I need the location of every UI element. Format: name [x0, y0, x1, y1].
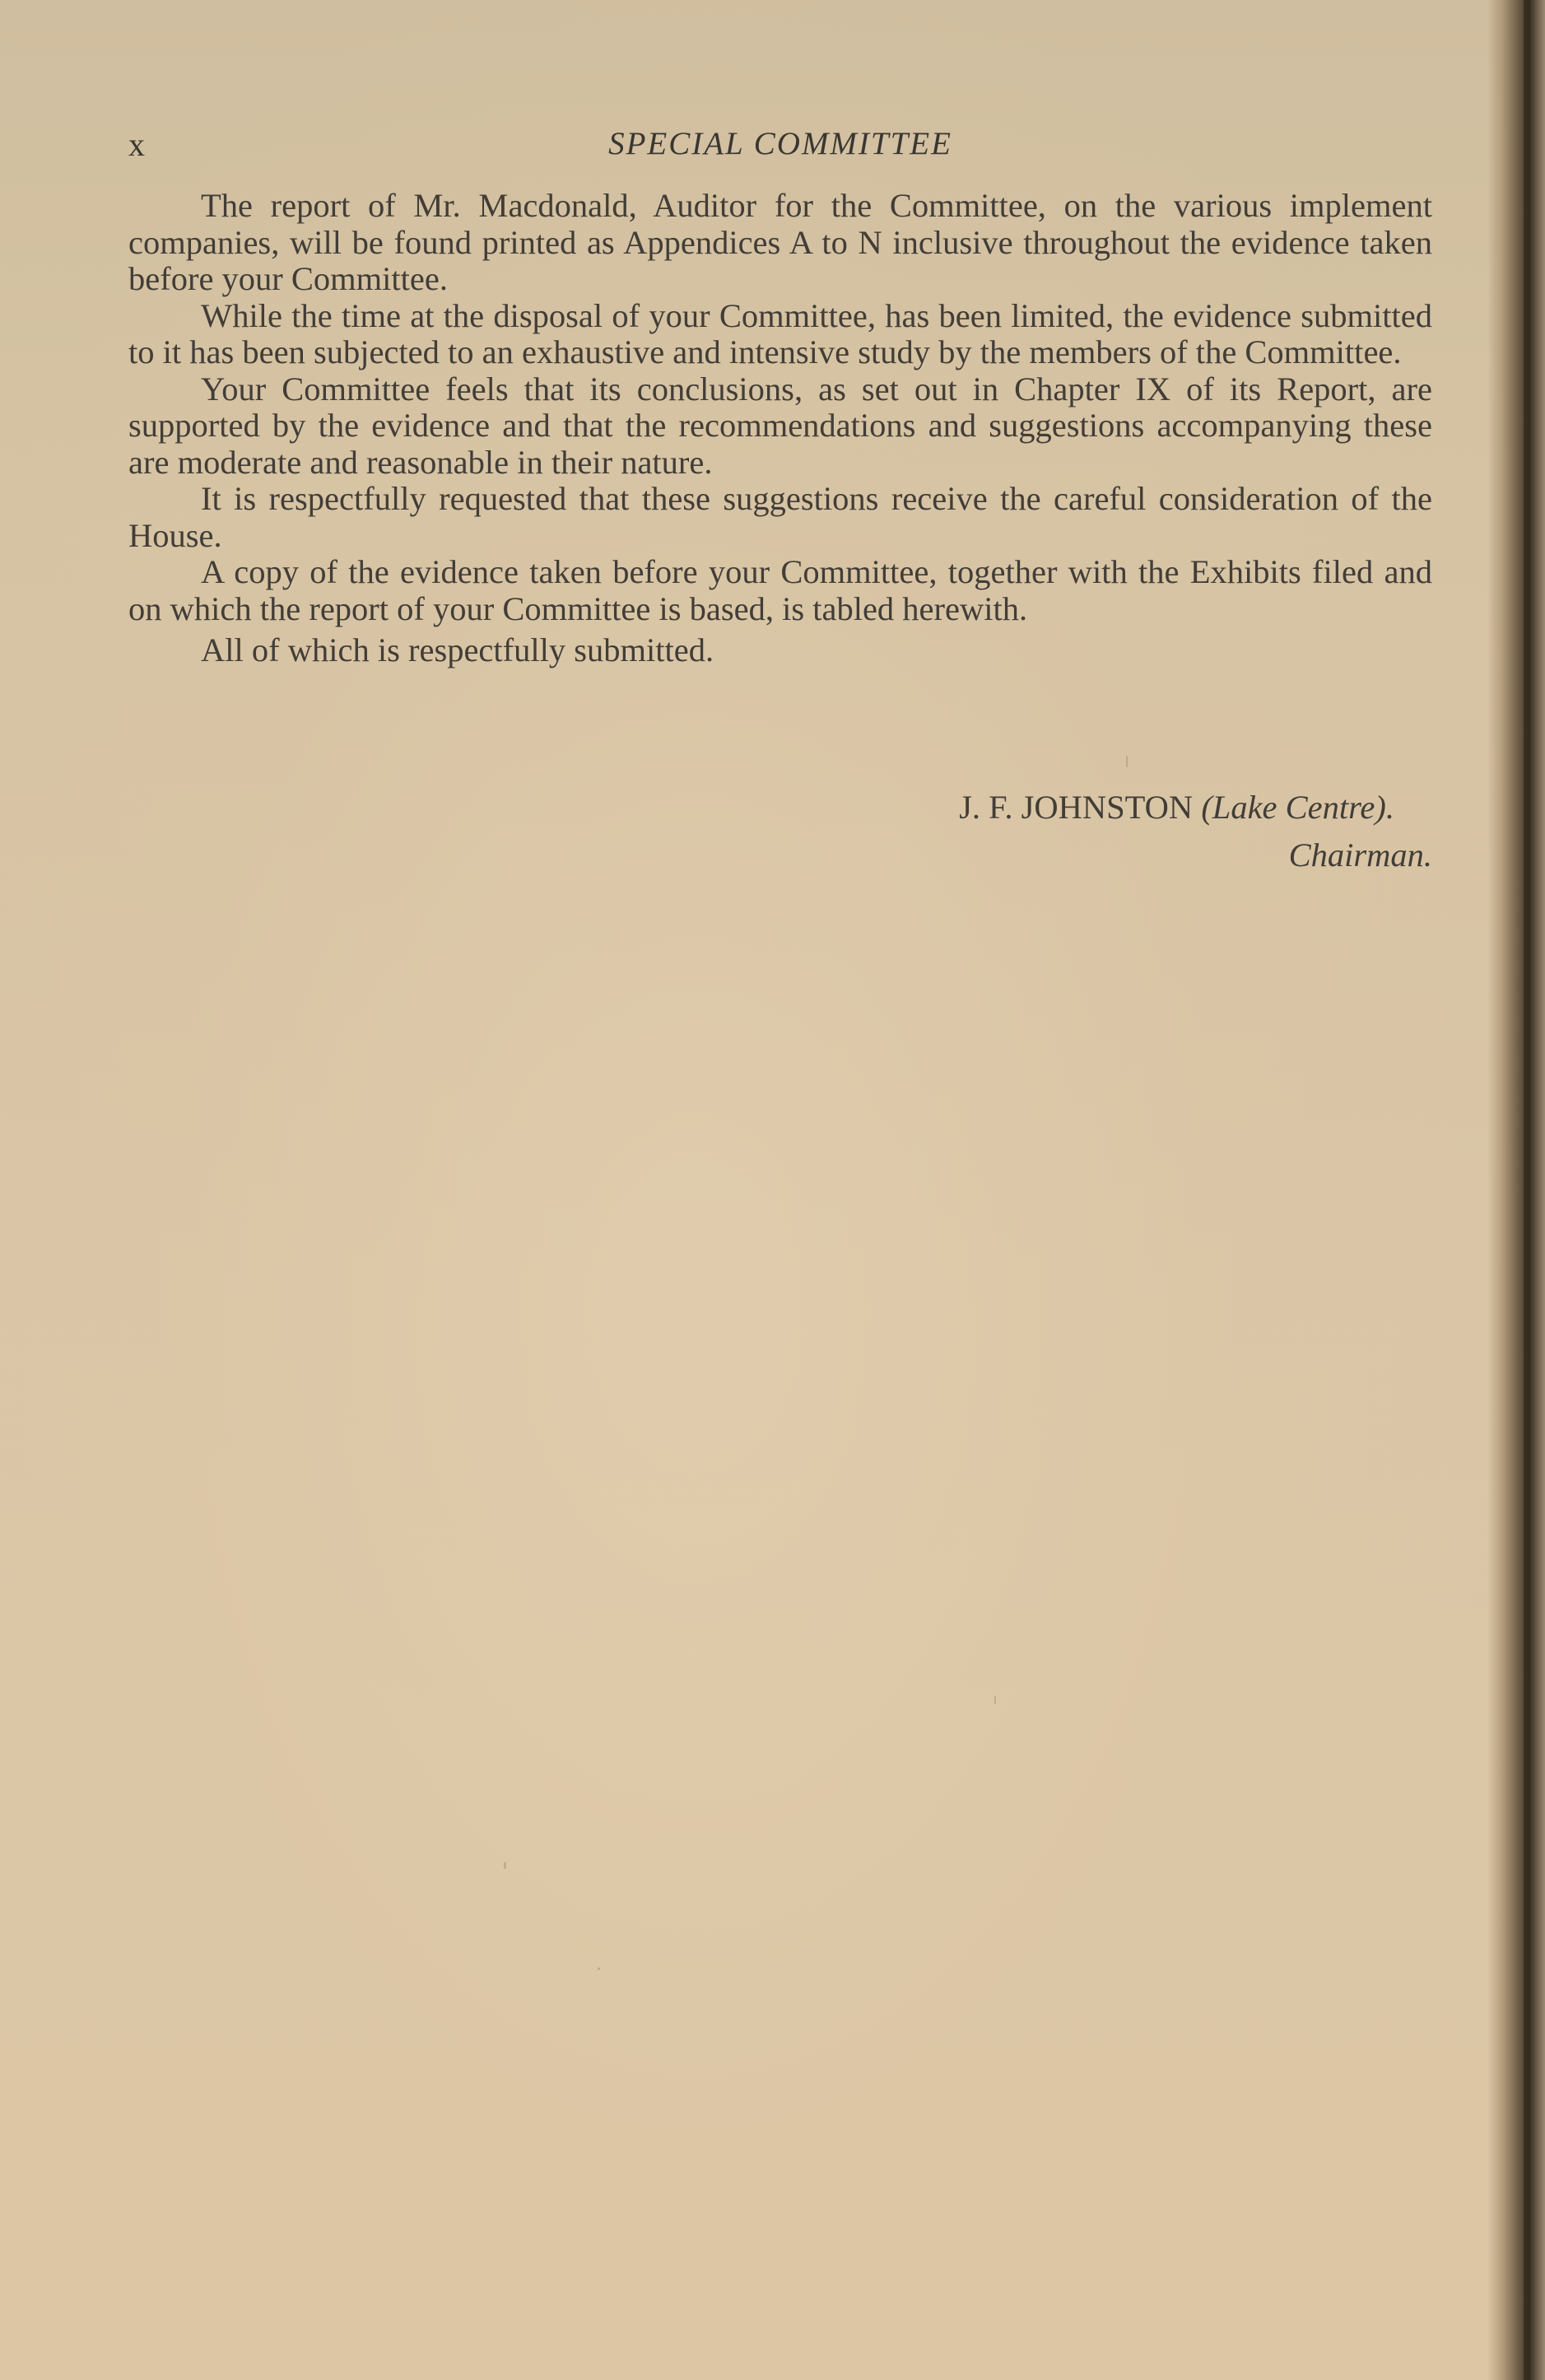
signature-line — [128, 784, 1432, 831]
paragraph-evidence-study: While the time at the disposal of your Committee, has been limited, the evidence submitted to it has been subjected to an exhaustive and intensive study by the members of the Committee. — [128, 296, 1432, 370]
running-head — [128, 125, 1432, 166]
signatory-title: Chairman. — [1288, 836, 1432, 873]
book-spine-shadow — [1487, 0, 1545, 2380]
book-spine-edge — [1524, 0, 1530, 2380]
paper-speck — [598, 1968, 600, 1970]
paper-speck — [1126, 756, 1128, 767]
paragraph-evidence-tabled: A copy of the evidence taken before your Committee, together with the Exhibits filed and on which the report of your Committee is based, is tabled herewith. — [128, 553, 1432, 627]
signature-block — [128, 784, 1432, 879]
paper-speck — [994, 1696, 996, 1704]
page-number: x — [128, 126, 146, 163]
paragraph-conclusions: Your Committee feels that its conclusions, as set out in Chapter IX of its Report, are supported by the evidence and that the recommendations and suggestions accompanying these are moderate and reasonable in their nature. — [128, 370, 1432, 481]
signatory-name: J. F. JOHNSTON — [959, 789, 1194, 826]
paragraph-submission: All of which is respectfully submitted. — [201, 631, 714, 668]
signatory-constituency: (Lake Centre). — [1201, 789, 1394, 826]
paper-speck — [504, 1862, 506, 1869]
paragraph-request: It is respectfully requested that these suggestions receive the careful consideration of the House. — [128, 480, 1432, 554]
running-title: SPECIAL COMMITTEE — [608, 126, 952, 161]
report-body — [128, 188, 1432, 669]
paragraph-auditor-report: The report of Mr. Macdonald, Auditor for the Committee, on the various implement companies, will be found printed as Appendices A to N inclusive throughout the evidence taken before your Committee. — [128, 187, 1432, 297]
